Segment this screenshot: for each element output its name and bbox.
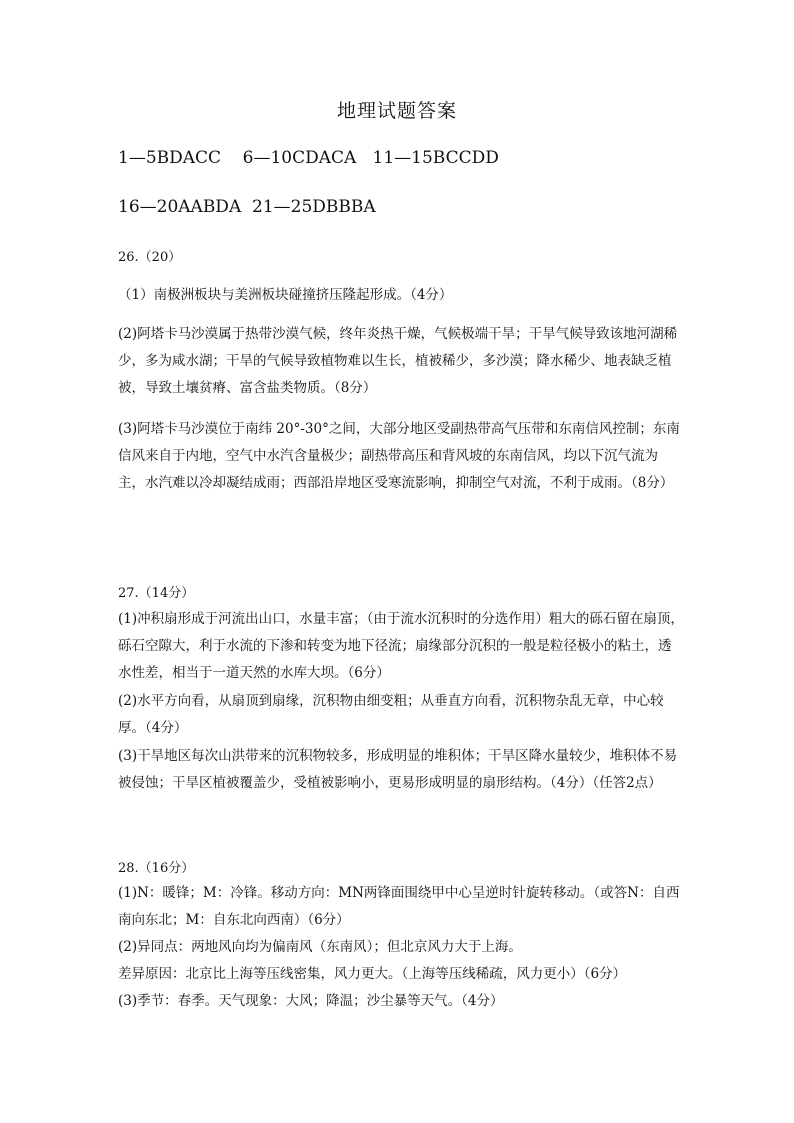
answer-text: (3)季节：春季。天气现象：大风；降温；沙尘暴等天气。（4分） [118,993,504,1009]
answer-text: (2)阿塔卡马沙漠属于热带沙漠气候，终年炎热干燥，气候极端干旱；干旱气候导致该地河湖稀少，多为咸水湖；干旱的气候导致植物难以生长，植被稀少，多沙漠；降水稀少、地表缺乏植被，导致土壤贫瘠、富含盐类物质。（8分） [118,326,678,396]
page-title: 地理试题答案 [336,100,457,122]
question-26-heading: 26.（20） [118,250,182,265]
question-28-answer-2-reason [118,961,684,988]
answer-text: (1)冲积扇形成于河流出山口，水量丰富；（由于流水沉积时的分选作用）粗大的砾石留在扇顶，砾石空隙大，利于水流的下渗和转变为地下径流；扇缘部分沉积的一般是粒径极小的粘土，透水性差，相当于一道天然的水库大坝。（6分） [118,611,684,681]
question-27-answer-1 [118,606,684,687]
answer-text: (2)水平方向看，从扇顶到扇缘，沉积物由细变粗；从垂直方向看，沉积物杂乱无章，中心较厚。（4分） [118,693,664,736]
question-28-answer-1 [118,880,684,934]
question-27-answer-2 [118,688,684,742]
multiple-choice-answers-line-2: 16—20AABDA 21—25DBBBA [118,197,376,217]
question-28-answer-3 [118,988,684,1015]
question-28-heading: 28.（16分） [118,861,195,876]
answer-text: (1)N：暖锋；M：冷锋。移动方向：MN两锋面围绕甲中心呈逆时针旋转移动。（或答N：自西南向东北；M：自东北向西南）（6分） [118,885,680,928]
answer-text: (3)阿塔卡马沙漠位于南纬 20°-30°之间，大部分地区受副热带高气压带和东南信风控制；东南信风来自于内地，空气中水汽含量极少；副热带高压和背风坡的东南信风，均以下沉气流为主，水汽难以冷却凝结成雨；西部沿岸地区受寒流影响，抑制空气对流，不利于成雨。（8分） [118,421,680,491]
question-26-answer-2 [118,321,684,402]
question-27-heading: 27.（14分） [118,586,195,601]
question-28-answer-2 [118,934,684,961]
question-27-answer-3 [118,743,684,797]
multiple-choice-answers-line-1: 1—5BDACC 6—10CDACA 11—15BCCDD [118,148,499,168]
question-26-answer-3 [118,416,684,497]
answer-text: （1）南极洲板块与美洲板块碰撞挤压隆起形成。（4分） [118,287,453,303]
answer-text: 差异原因：北京比上海等压线密集，风力更大。（上海等压线稀疏，风力更小）（6分） [118,966,627,982]
answer-text: (2)异同点：两地风向均为偏南风（东南风）；但北京风力大于上海。 [118,939,522,955]
answer-text: (3)干旱地区每次山洪带来的沉积物较多，形成明显的堆积体；干旱区降水量较少，堆积体不易被侵蚀；干旱区植被覆盖少，受植被影响小，更易形成明显的扇形结构。（4分）（任答2点） [118,748,678,791]
question-26-answer-1 [118,282,684,309]
